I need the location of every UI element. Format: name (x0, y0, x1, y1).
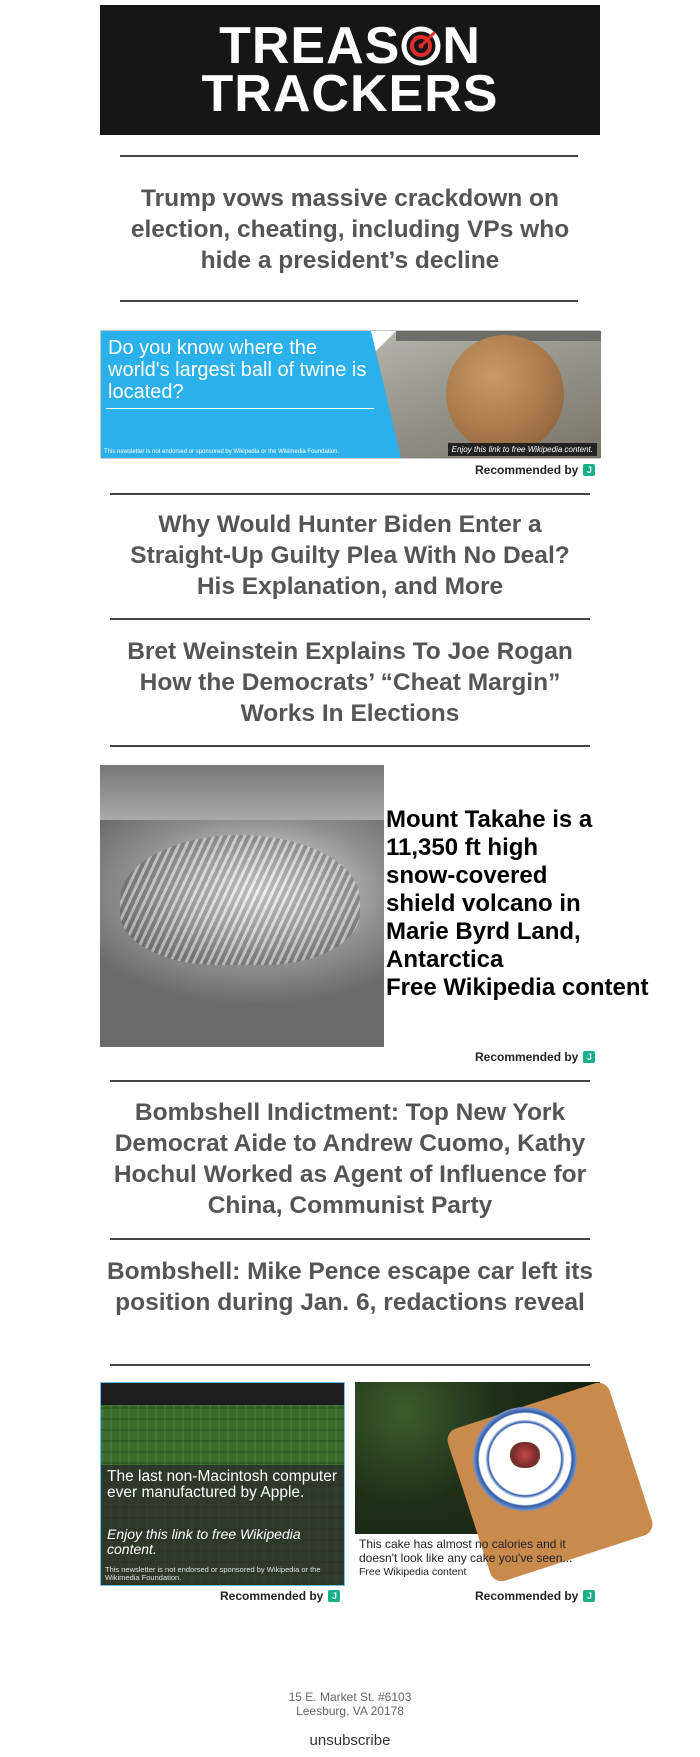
logo-line-1 (219, 17, 481, 75)
ad-cta: Enjoy this link to free Wikipedia content. (107, 1526, 301, 1557)
jeeng-logo-icon: J (328, 1590, 340, 1602)
divider (110, 745, 590, 747)
footer-address (0, 1690, 700, 1718)
unsubscribe-link[interactable]: unsubscribe (309, 1732, 391, 1749)
article-link[interactable]: Trump vows massive crackdown on election, cheating, including VPs who hide a president’s decline (130, 185, 570, 274)
ad-twine[interactable] (100, 330, 600, 459)
recommended-label: Recommended by (475, 463, 579, 477)
ad-title: This cake has almost no calories and it doesn't look like any cake you've seen... (359, 1537, 573, 1565)
jeeng-logo-icon: J (583, 1051, 595, 1063)
jeeng-logo-icon: J (583, 1590, 595, 1602)
article-link[interactable]: Why Would Hunter Biden Enter a Straight-Up Guilty Plea With No Deal? His Explanation, and More (130, 511, 570, 600)
divider (110, 618, 590, 620)
volcano-sky (100, 765, 384, 820)
divider (120, 300, 578, 302)
logo-text-n: N (442, 17, 481, 75)
brand-header[interactable] (100, 5, 600, 135)
cake (510, 1442, 540, 1468)
ad-caption: Enjoy this link to free Wikipedia content. (448, 443, 597, 456)
volcano-ridge (120, 835, 360, 965)
ad-divider (106, 408, 374, 409)
ad-question: Do you know where the world's largest ball of twine is located? (108, 337, 367, 403)
article-link[interactable]: Bombshell Indictment: Top New York Democrat Aide to Andrew Cuomo, Kathy Hochul Worked as Agent of Influence for China, Communist Party (113, 1099, 587, 1219)
address-line: Leesburg, VA 20178 (296, 1704, 404, 1718)
logo-line-2 (201, 65, 499, 123)
address-line: 15 E. Market St. #6103 (288, 1690, 412, 1704)
recommended-by[interactable] (220, 1589, 340, 1603)
recommended-by[interactable] (475, 1050, 595, 1064)
logo-text-trackers: TRACKERS (201, 65, 499, 123)
recommended-label: Recommended by (220, 1589, 324, 1603)
recommended-by[interactable] (475, 463, 595, 477)
target-icon (401, 26, 441, 66)
logo-text-treas: TREAS (219, 17, 401, 75)
divider (120, 155, 578, 157)
volcano-image[interactable] (100, 765, 384, 1047)
divider (110, 493, 590, 495)
twine-ball-image (446, 335, 564, 453)
ad-source: Free Wikipedia content (359, 1566, 467, 1578)
ad-cake[interactable] (355, 1382, 600, 1582)
image-band (101, 1383, 344, 1405)
ad-disclaimer: This newsletter is not endorsed or sponsored by Wikipedia or the Wikimedia Foundation. (105, 1565, 321, 1582)
article-link[interactable]: Bret Weinstein Explains To Joe Rogan How the Democrats’ “Cheat Margin” Works In Elections (127, 638, 573, 727)
divider (110, 1238, 590, 1240)
ad-disclaimer: This newsletter is not endorsed or sponsored by Wikipedia or the Wikimedia Foundation. (104, 449, 340, 455)
divider (110, 1364, 590, 1366)
ad-computer[interactable] (100, 1382, 345, 1586)
article-link[interactable]: Bombshell: Mike Pence escape car left its position during Jan. 6, redactions reveal (106, 1258, 594, 1316)
recommended-label: Recommended by (475, 1589, 579, 1603)
divider (110, 1080, 590, 1082)
recommended-label: Recommended by (475, 1050, 579, 1064)
recommended-by[interactable] (475, 1589, 595, 1603)
ad-source: Free Wikipedia content (386, 974, 649, 1001)
jeeng-logo-icon: J (583, 464, 595, 476)
cake-image (355, 1382, 600, 1534)
ad-title: Mount Takahe is a 11,350 ft high snow-covered shield volcano in Marie Byrd Land, Antarctica (386, 806, 593, 973)
ad-title: The last non-Macintosh computer ever manufactured by Apple. (107, 1468, 338, 1501)
volcano-ad-text[interactable] (386, 806, 649, 1002)
